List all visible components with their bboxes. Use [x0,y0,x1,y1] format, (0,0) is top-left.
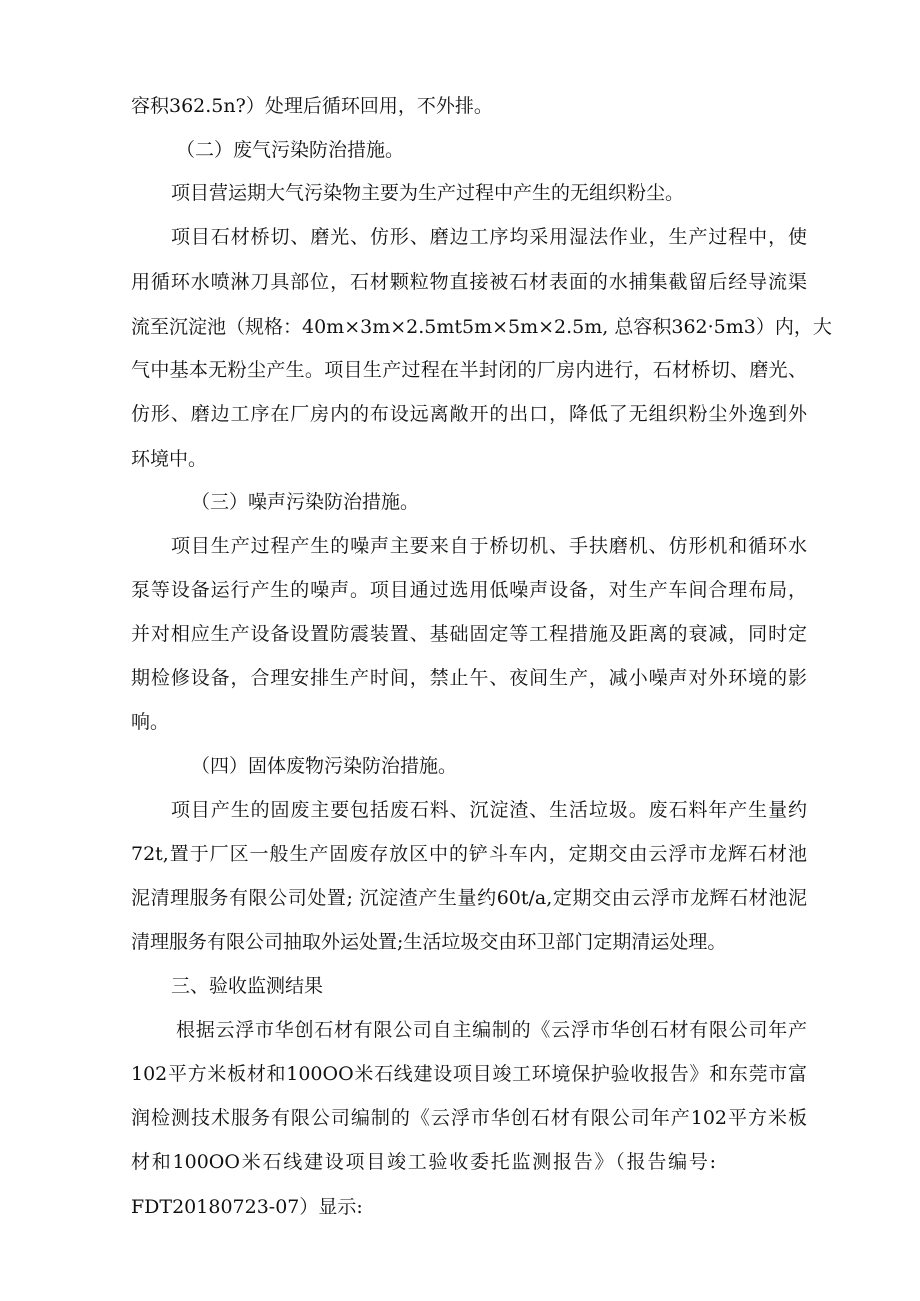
text-line: 72t,置于厂区一般生产固废存放区中的铲斗车内，定期交由云浮市龙辉石材池 [131,843,807,865]
text-line: 清理服务有限公司抽取外运处置;生活垃圾交由环卫部门定期清运处理。 [131,931,727,953]
text-line: 仿形、磨边工序在厂房内的布设远离敞开的出口，降低了无组织粉尘外逸到外 [131,403,807,425]
section-heading-noise: （三）噪声污染防治措施。 [191,491,420,513]
text-line: FDT20180723-07）显示: [131,1196,363,1218]
text-line: 容积362.5n?）处理后循环回用，不外排。 [131,95,493,117]
text-line: 流至沉淀池（规格：40m×3m×2.5mt5m×5m×2.5m, 总容积362·5m3）内，大 [131,316,832,338]
text-line: 气中基本无粉尘产生。项目生产过程在半封闭的厂房内进行，石材桥切、磨光、 [131,359,807,381]
text-line: 项目生产过程产生的噪声主要来自于桥切机、手扶磨机、仿形机和循环水 [171,535,807,557]
section-heading-monitoring-results: 三、验收监测结果 [171,975,324,997]
text-line: 项目营运期大气污染物主要为生产过程中产生的无组织粉尘。 [171,182,685,204]
text-line: 期检修设备，合理安排生产时间，禁止午、夜间生产，减小噪声对外环境的影 [131,667,807,689]
text-line: 泥清理服务有限公司处置; 沉淀渣产生量约60t/a,定期交由云浮市龙辉石材池泥 [131,887,807,909]
text-line: 项目产生的固废主要包括废石料、沉淀渣、生活垃圾。废石料年产生量约 [171,799,807,821]
text-line: 泵等设备运行产生的噪声。项目通过选用低噪声设备，对生产车间合理布局， [131,579,807,601]
text-line: 润检测技术服务有限公司编制的《云浮市华创石材有限公司年产102平方米板 [131,1107,807,1129]
text-line: 环境中。 [131,448,208,470]
text-line: 项目石材桥切、磨光、仿形、磨边工序均采用湿法作业，生产过程中，使 [171,226,807,248]
text-line: 102平方米板材和100OO米石线建设项目竣工环境保护验收报告》和东莞市富 [131,1063,807,1085]
section-heading-solid-waste: （四）固体废物污染防治措施。 [191,755,458,777]
text-line: 并对相应生产设备设置防震装置、基础固定等工程措施及距离的衰减，同时定 [131,623,807,645]
text-line: 材和100OO米石线建设项目竣工验收委托监测报告》（报告编号: [131,1151,716,1173]
text-line: 用循环水喷淋刀具部位，石材颗粒物直接被石材表面的水捕集截留后经导流渠 [131,271,807,293]
text-line: 根据云浮市华创石材有限公司自主编制的《云浮市华创石材有限公司年产 [176,1019,807,1041]
text-line: 响。 [131,711,170,733]
section-heading-waste-gas: （二）废气污染防治措施。 [176,139,405,161]
